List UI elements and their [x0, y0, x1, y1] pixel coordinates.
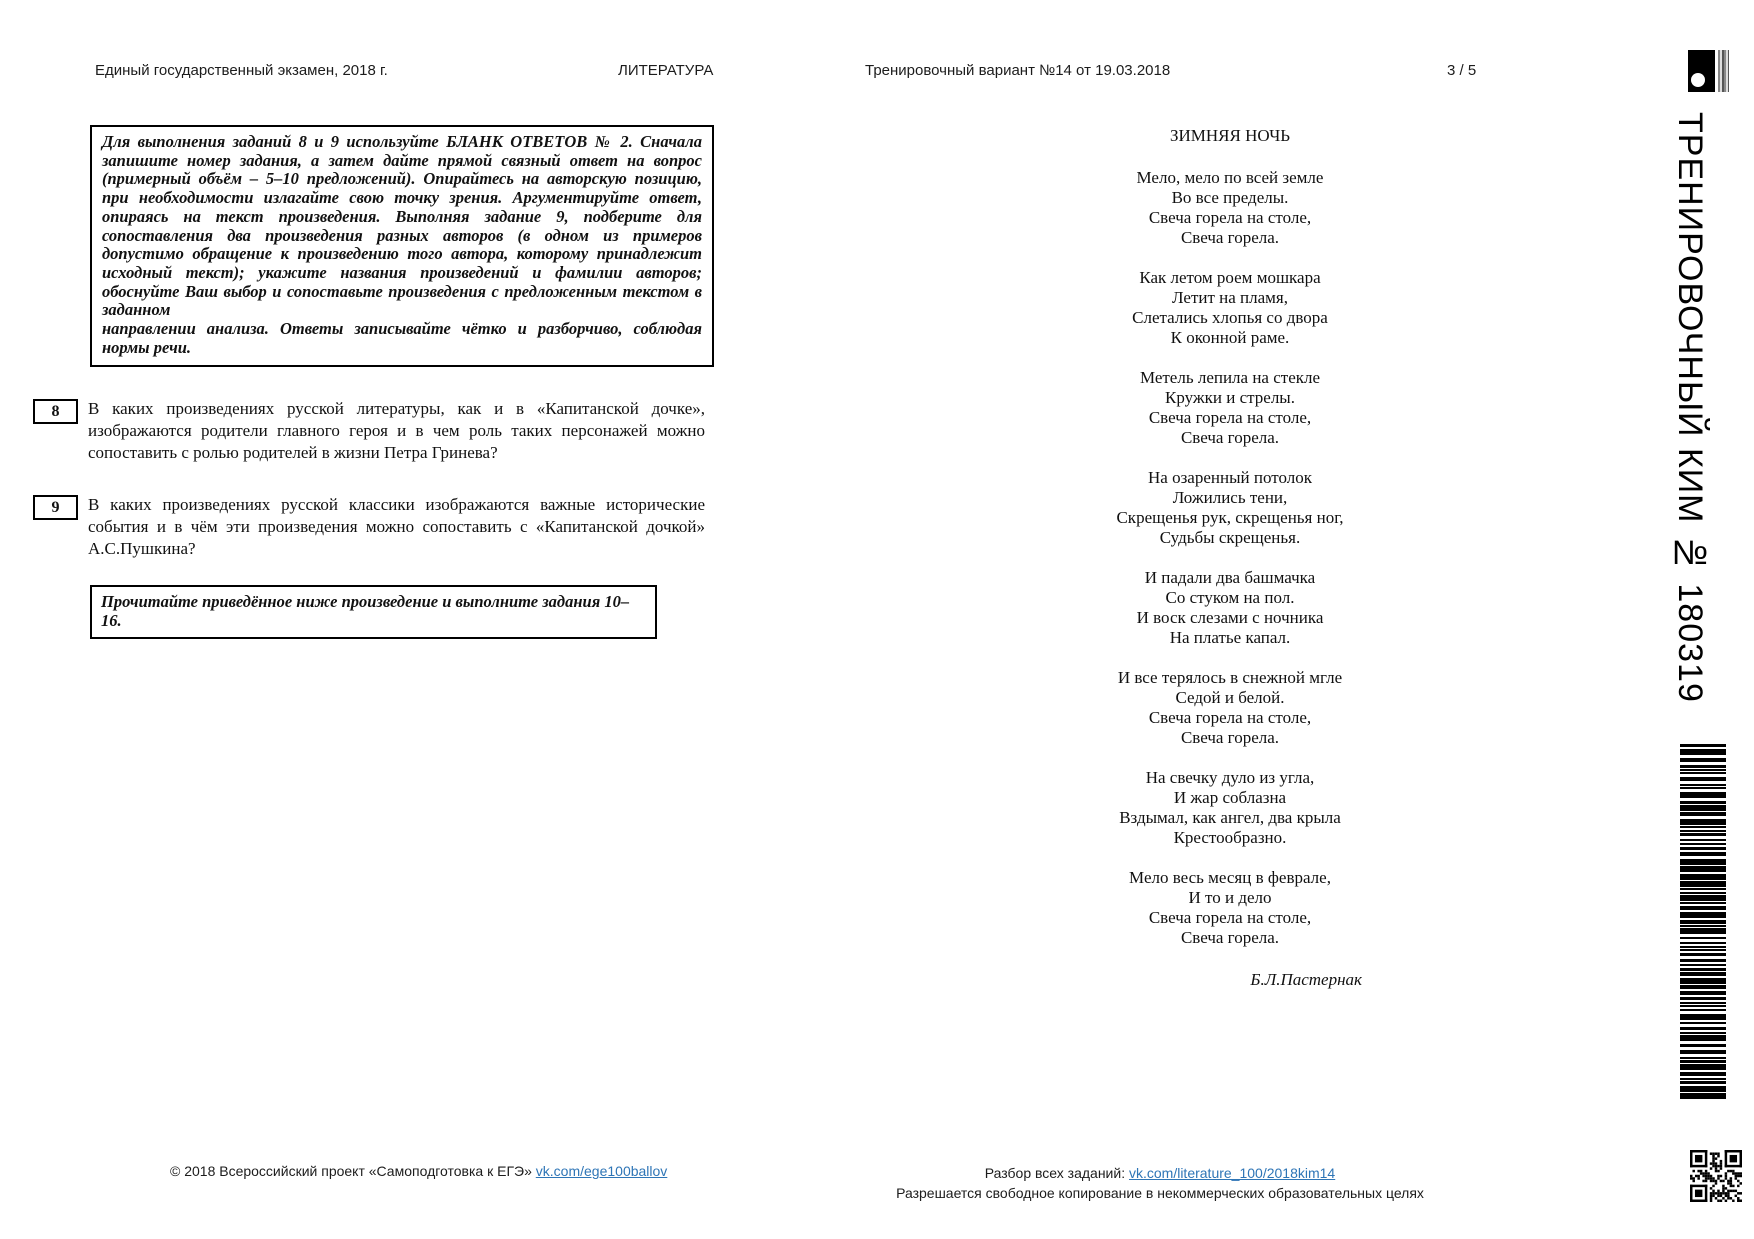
poem-line: Вздымал, как ангел, два крыла [1119, 808, 1341, 827]
poem-line: И воск слезами с ночника [1136, 608, 1324, 627]
poem-line: Седой и белой. [1175, 688, 1285, 707]
qr-code [1690, 1150, 1742, 1202]
poem-line: На свечку дуло из угла, [1145, 768, 1315, 787]
poem-line: На озаренный потолок [1148, 468, 1312, 487]
poem-stanzas [1050, 168, 1410, 948]
poem-stanza [1050, 168, 1410, 248]
poem-line: Свеча горела на столе, [1148, 708, 1312, 727]
poem-stanza [1050, 868, 1410, 948]
poem-line: Свеча горела на столе, [1148, 208, 1312, 227]
poem-line: Свеча горела. [1180, 228, 1280, 247]
poem-line: Свеча горела на столе, [1148, 908, 1312, 927]
header-variant: Тренировочный вариант №14 от 19.03.2018 [865, 62, 1171, 79]
poem-line: И все терялось в снежной мгле [1117, 668, 1343, 687]
instruction-box-tasks-8-9 [90, 125, 714, 367]
poem-line: Ложились тени, [1172, 488, 1288, 507]
poem-line: Мело весь месяц в феврале, [1129, 868, 1331, 887]
poem-stanza [1050, 268, 1410, 348]
poem-line: К оконной раме. [1170, 328, 1290, 347]
poem-stanza [1050, 468, 1410, 548]
task-9-text: В каких произведениях русской классики изображаются важные исторические события и в чём эти произведения можно сопоставить с «Капитанской дочкой» А.С.Пушкина? [88, 495, 705, 558]
poem-line: На платье капал. [1169, 628, 1291, 647]
instruction-box-tasks-10-16 [90, 585, 657, 639]
poem-author: Б.Л.Пастернак [1250, 970, 1362, 989]
logo-circle-shape [1691, 73, 1705, 87]
poem-line: Крестообразно. [1173, 828, 1287, 847]
footer-review-line [880, 1163, 1440, 1183]
poem-line: И то и дело [1188, 888, 1272, 907]
instruction-box-1-text-part1: Для выполнения заданий 8 и 9 используйте БЛАНК ОТВЕТОВ № 2. Сначала запишите номер задания, а затем дайте прямой связный ответ на вопрос (примерный объём – 5–10 предложений). Опирайтесь на авторскую позицию, при необходимости излагайте свою точку зрения. Аргументируйте ответ, опираясь на текст произведения. Выполняя задание 9, подберите для сопоставления два произведения разных авторов (в одном из примеров допустимо обращение к произведению того автора, которому принадлежит исходный текст); укажите названия произведений и фамилии авторов; обоснуйте Ваш выбор и сопоставьте произведения с предложенным текстом в заданном [102, 132, 702, 320]
poem-line: Как летом роем мошкара [1139, 268, 1321, 287]
footer-right-block [880, 1163, 1440, 1203]
poem-line: Свеча горела. [1180, 928, 1280, 947]
poem-line: Летит на пламя, [1171, 288, 1288, 307]
poem-line: Слетались хлопья со двора [1132, 308, 1328, 327]
project-logo-icon [1688, 50, 1732, 92]
poem-line: Метель лепила на стекле [1139, 368, 1321, 387]
poem [1050, 126, 1410, 990]
poem-line: Свеча горела. [1180, 728, 1280, 747]
footer-copyright [170, 1163, 667, 1179]
poem-line: Кружки и стрелы. [1165, 388, 1295, 407]
footer-review-link[interactable]: vk.com/literature_100/2018kim14 [1128, 1165, 1336, 1181]
poem-line: Во все пределы. [1171, 188, 1289, 207]
footer-copyright-text: © 2018 Всероссийский проект «Самоподготовка к ЕГЭ» [170, 1163, 536, 1179]
instruction-box-2-text: Прочитайте приведённое ниже произведение и выполните задания 10–16. [101, 592, 630, 630]
header-page-number: 3 / 5 [1447, 62, 1477, 79]
kim-vertical-label: ТРЕНИРОВОЧНЫЙ КИМ № 180319 [1671, 112, 1709, 703]
poem-line: Мело, мело по всей земле [1136, 168, 1324, 187]
poem-line: Свеча горела. [1180, 428, 1280, 447]
poem-stanza [1050, 668, 1410, 748]
footer-review-label: Разбор всех заданий: [984, 1165, 1129, 1181]
poem-stanza [1050, 768, 1410, 848]
header-subject: ЛИТЕРАТУРА [618, 62, 714, 79]
barcode [1680, 744, 1726, 1106]
task-9-number-box: 9 [33, 495, 78, 520]
poem-line: Со стуком на пол. [1165, 588, 1295, 607]
poem-line: Свеча горела на столе, [1148, 408, 1312, 427]
poem-stanza [1050, 568, 1410, 648]
poem-title: ЗИМНЯЯ НОЧЬ [1169, 126, 1291, 145]
footer-license-line: Разрешается свободное копирование в некоммерческих образовательных целях [896, 1185, 1424, 1201]
poem-line: И жар соблазна [1173, 788, 1287, 807]
poem-stanza [1050, 368, 1410, 448]
poem-line: Судьбы скрещенья. [1159, 528, 1301, 547]
poem-line: И падали два башмачка [1144, 568, 1316, 587]
logo-spine-shape [1718, 50, 1729, 92]
task-8-number-box: 8 [33, 399, 78, 424]
poem-line: Скрещенья рук, скрещенья ног, [1116, 508, 1344, 527]
task-8-text: В каких произведениях русской литературы, как и в «Капитанской дочке», изображаются родители главного героя и в чем роль таких персонажей можно сопоставить с ролью родителей в жизни Петра Гринева? [88, 399, 705, 462]
header-exam-title: Единый государственный экзамен, 2018 г. [95, 62, 388, 79]
footer-project-link[interactable]: vk.com/ege100ballov [535, 1163, 668, 1179]
instruction-box-1-text-part2: направлении анализа. Ответы записывайте чётко и разборчиво, соблюдая нормы речи. [102, 319, 702, 357]
